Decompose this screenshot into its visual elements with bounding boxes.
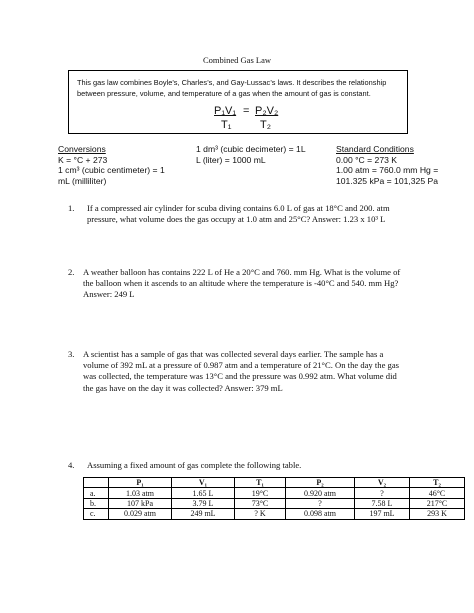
table-cell: 217°C — [410, 498, 465, 508]
header-cell — [84, 478, 109, 488]
question-2-line-2: the balloon when it ascends to an altitude where the temperature is -40°C and 540. mm Hg? — [83, 278, 399, 289]
standard-line-3: 101.325 kPa = 101,325 Pa — [336, 175, 439, 186]
table-cell: 0.098 atm — [286, 509, 355, 519]
question-3 — [83, 349, 467, 394]
question-1-line-2: pressure, what volume does the gas occupy at 1.0 atm and 25°C? Answer: 1.23 x 10³ L — [87, 214, 386, 225]
table-header-row — [84, 478, 465, 488]
question-2-line-1: A weather balloon has contains 222 L of He a 20°C and 760. mm Hg. What is the volume of — [83, 267, 401, 277]
question-2 — [83, 267, 467, 301]
table-cell: ? — [286, 498, 355, 508]
question-3-line-1: A scientist has a sample of gas that was collected several days earlier. The sample has a — [83, 349, 384, 359]
table-cell: 107 kPa — [109, 498, 172, 508]
header-cell-v1: V₁ — [172, 478, 235, 488]
page-title: Combined Gas Law — [203, 55, 271, 65]
table-cell: 73°C — [235, 498, 286, 508]
question-1 — [87, 203, 467, 225]
question-3-number: 3. — [68, 349, 75, 359]
table-cell: 197 mL — [355, 509, 410, 519]
question-3-line-3: was collected, the temperature was 13°C and the pressure was 0.992 atm. What volume did — [83, 371, 397, 382]
table-cell: 1.03 atm — [109, 488, 172, 498]
table-cell: 3.79 L — [172, 498, 235, 508]
table-cell: ? K — [235, 509, 286, 519]
question-1-number: 1. — [68, 203, 75, 213]
intro-box — [68, 70, 408, 134]
table-row — [84, 509, 465, 519]
volume-conv-line-2: L (liter) = 1000 mL — [196, 154, 266, 165]
header-cell-v2: V₂ — [355, 478, 410, 488]
conversions-line-1: K = °C + 273 — [58, 154, 108, 165]
table-row — [84, 488, 465, 498]
volume-conv-line-1: 1 dm³ (cubic decimeter) = 1L — [196, 144, 306, 154]
question-4-line-1: Assuming a fixed amount of gas complete the following table. — [87, 460, 302, 470]
row-label: c. — [84, 509, 109, 519]
question-4 — [87, 460, 467, 471]
table-cell: 293 K — [410, 509, 465, 519]
conversions-block — [58, 144, 188, 186]
standard-line-1: 0.00 °C = 273 K — [336, 154, 398, 165]
row-label: a. — [84, 488, 109, 498]
table-cell: 1.65 L — [172, 488, 235, 498]
question-3-line-4: the gas have on the day it was collected? Answer: 379 mL — [83, 382, 283, 393]
volume-conversions-block — [196, 144, 326, 165]
header-cell-p2: P₂ — [286, 478, 355, 488]
formula-t2: T₂ — [260, 119, 271, 131]
table-cell: 19°C — [235, 488, 286, 498]
header-cell-p1: P₁ — [109, 478, 172, 488]
formula-t1: T₁ — [221, 119, 232, 131]
header-cell-t1: T₁ — [235, 478, 286, 488]
standard-heading: Standard Conditions — [336, 144, 414, 154]
intro-text: This gas law combines Boyle’s, Charles’s, and Gay-Lussac’s laws. It describes the relationship between pressure, volume, and temperature of a gas when the amount of gas is constant. — [77, 78, 387, 98]
conversions-heading: Conversions — [58, 144, 106, 154]
question-3-line-2: volume of 392 mL at a pressure of 0.987 atm and a temperature of 21°C. On the day the gas — [83, 360, 399, 371]
question-1-line-1: If a compressed air cylinder for scuba diving contains 6.0 L of gas at 18°C and 200. atm — [87, 203, 390, 213]
header-cell-t2: T₂ — [410, 478, 465, 488]
gas-law-table — [83, 477, 465, 520]
table-cell: 7.58 L — [355, 498, 410, 508]
table-cell: 46°C — [410, 488, 465, 498]
row-label: b. — [84, 498, 109, 508]
formula-p2v2: P₂V₂ — [255, 105, 279, 117]
conversions-line-3: mL (milliliter) — [58, 175, 107, 186]
standard-line-2: 1.00 atm = 760.0 mm Hg = — [336, 165, 439, 175]
conversions-line-2: 1 cm³ (cubic centimeter) = 1 — [58, 165, 165, 175]
formula-equals: = — [243, 105, 250, 117]
formula-p1v1: P₁V₁ — [214, 105, 237, 117]
question-2-line-3: Answer: 249 L — [83, 289, 135, 300]
table-row — [84, 498, 465, 508]
question-4-number: 4. — [68, 460, 75, 470]
table-cell: 249 mL — [172, 509, 235, 519]
table-cell: 0.920 atm — [286, 488, 355, 498]
table-cell: 0.029 atm — [109, 509, 172, 519]
question-2-number: 2. — [68, 267, 75, 277]
table-cell: ? — [355, 488, 410, 498]
standard-conditions-block — [336, 144, 472, 186]
